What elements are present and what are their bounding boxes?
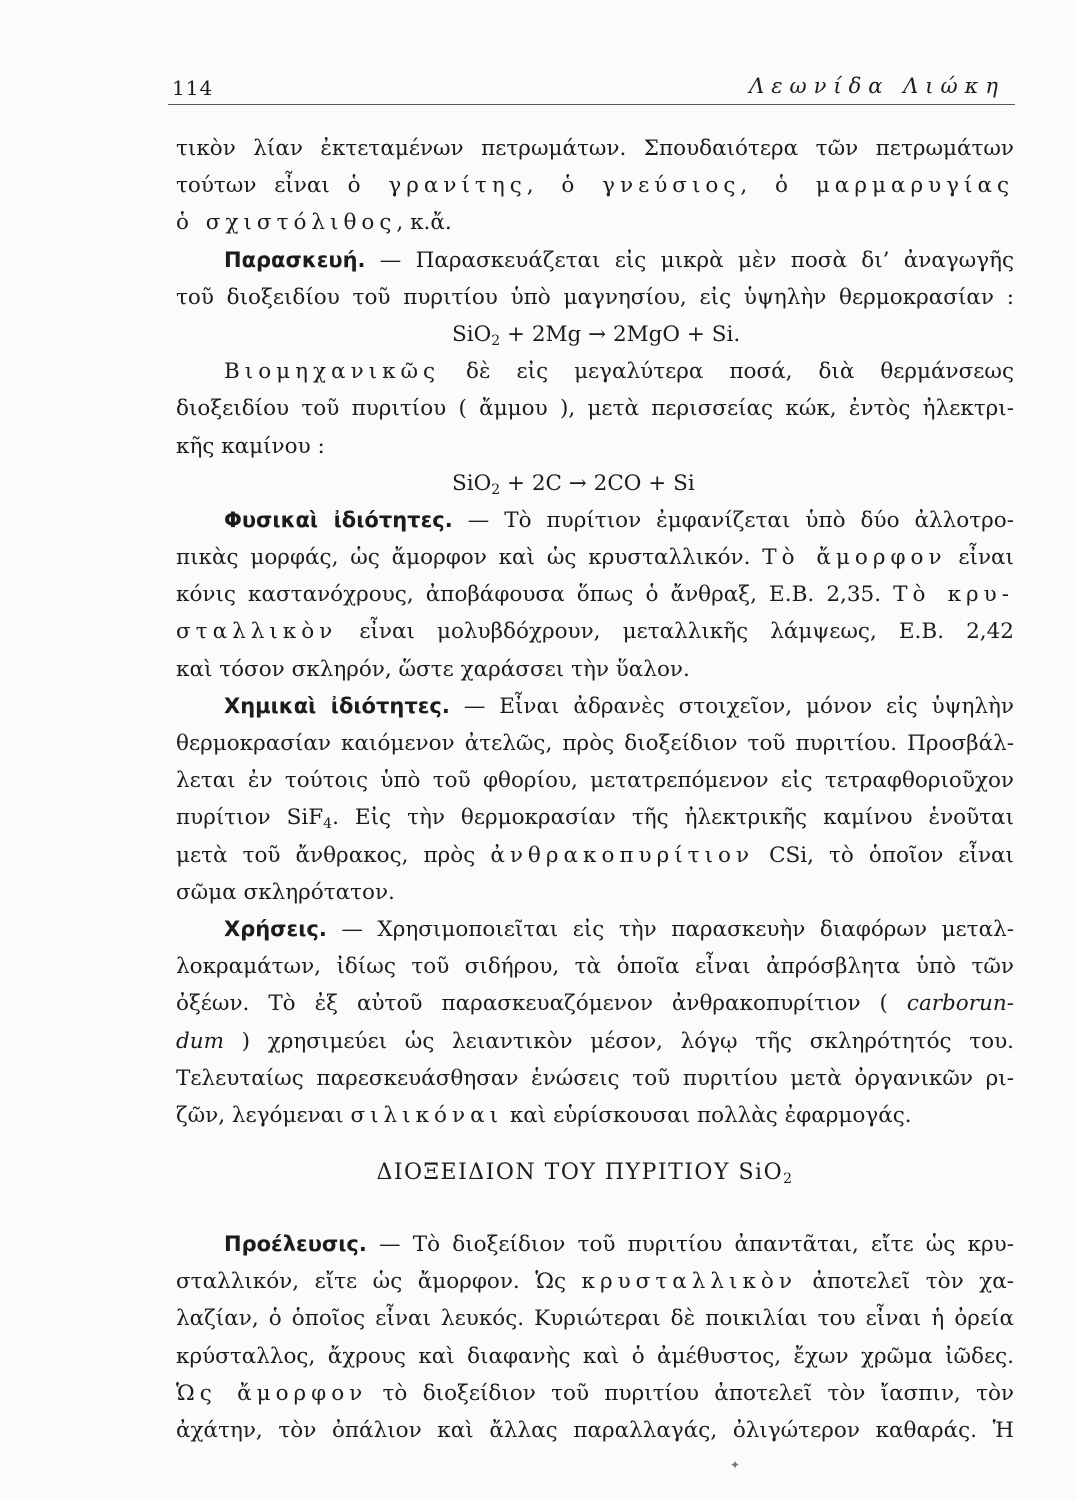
text-run: , κ.ἄ. xyxy=(396,210,452,236)
ink-speck: ✦ xyxy=(730,1458,741,1472)
text-line xyxy=(176,1300,1014,1337)
section-title xyxy=(176,1134,1014,1198)
text-run: καὶ εὑρίσκουσαι πολλὰς ἐφαρμογάς. xyxy=(503,1102,912,1128)
text-run: ὀξέων. Τὸ ἐξ αὐτοῦ παρασκευαζόμενον ἀνθρακοπυρίτιον ( xyxy=(176,991,907,1017)
text-line xyxy=(176,353,1014,390)
text-line xyxy=(176,502,1014,539)
text-line xyxy=(176,651,1014,688)
section-heading-physical: Φυσικαὶ ἰδιότητες. xyxy=(224,507,453,532)
text-line xyxy=(176,762,1014,799)
text-run: δὲ εἰς μεγαλύτερα ποσά, διὰ θερμάνσεως xyxy=(440,359,1014,385)
spaced-term: ὁ γρανίτης, ὁ γνεύσιος, ὁ μαρμαρυγίας xyxy=(347,173,1014,199)
spaced-term: Ὡς ἄμορφον xyxy=(176,1380,368,1406)
text-line xyxy=(176,428,1014,465)
text-run: Τελευταίως παρεσκευάσθησαν ἑνώσεις τοῦ πυριτίου μετὰ ὀργανικῶν ρι- xyxy=(176,1065,1014,1091)
text-run: σῶμα σκληρότατον. xyxy=(176,879,395,905)
spaced-term: σιλικόναι xyxy=(350,1102,504,1128)
formula-part: SiO xyxy=(452,321,492,347)
text-run: — Τὸ διοξείδιον τοῦ πυριτίου ἀπαντᾶται, εἴτε ὡς κρυ- xyxy=(366,1232,1014,1258)
text-run: εἶναι μολυβδόχρουν, μεταλλικῆς λάμψεως, Ε.Β. 2,42 xyxy=(337,619,1014,645)
text-run: πυρίτιον SiF xyxy=(176,805,324,831)
section-heading-origin: Προέλευσις. xyxy=(224,1232,367,1257)
text-run: λαζίαν, ὁ ὁποῖος εἶναι λευκός. Κυριώτεραι δὲ ποικιλίαι του εἶναι ἡ ὀρεία xyxy=(176,1306,1014,1332)
text-line xyxy=(176,1263,1014,1300)
italic-term: dum xyxy=(176,1028,224,1054)
text-run: ἀχάτην, τὸν ὀπάλιον καὶ ἄλλας παραλλαγάς, ὀλιγώτερον καθαράς. Ἡ xyxy=(176,1418,1014,1443)
text-run: πικὰς μορφάς, ὡς ἄμορφον καὶ ὡς κρυσταλλικόν. xyxy=(176,545,763,571)
text-run: τοῦ διοξειδίου τοῦ πυριτίου ὑπὸ μαγνησίου, εἰς ὑψηλὴν θερμοκρασίαν : xyxy=(176,284,1014,310)
page-number: 114 xyxy=(172,76,214,100)
text-run: σταλλικόν, εἴτε ὡς ἄμορφον. Ὡς xyxy=(176,1269,582,1295)
text-line xyxy=(176,948,1014,985)
text-line xyxy=(176,1023,1014,1060)
section-heading-chemical: Χημικαὶ ἰδιότητες. xyxy=(224,693,450,718)
spaced-term: κρυσταλλικὸν xyxy=(581,1269,797,1295)
text-line xyxy=(176,613,1014,650)
text-run: ζῶν, λεγόμεναι xyxy=(176,1102,351,1128)
text-line xyxy=(176,279,1014,316)
text-run: λεται ἐν τούτοις ὑπὸ τοῦ φθορίου, μετατρεπόμενον εἰς τετραφθοριοῦχον xyxy=(176,768,1014,794)
spaced-term: σταλλικὸν xyxy=(176,619,338,645)
running-head: Λεωνίδα Λιώκη xyxy=(749,74,1005,98)
text-run: — Τὸ πυρίτιον ἐμφανίζεται ὑπὸ δύο ἀλλοτρο- xyxy=(452,507,1014,533)
text-run: κρύσταλλος, ἄχρους καὶ διαφανὴς καὶ ὁ ἀμέθυστος, ἔχων χρῶμα ἰῶδες. xyxy=(176,1343,1014,1369)
formula-subscript: 4 xyxy=(323,816,333,833)
text-line xyxy=(176,1060,1014,1097)
text-line xyxy=(176,1375,1014,1412)
text-line xyxy=(176,242,1014,279)
header-rule xyxy=(168,104,1015,105)
text-line xyxy=(176,1097,1014,1134)
section-heading-preparation: Παρασκευή. xyxy=(224,247,366,272)
spaced-term: ὁ σχιστόλιθος xyxy=(176,210,397,236)
text-run: διοξειδίου τοῦ πυριτίου ( ἄμμου ), μετὰ περισσείας κώκ, ἐντὸς ἠλεκτρι- xyxy=(176,396,1014,422)
text-run: τούτων εἶναι xyxy=(176,173,348,199)
text-run: κόνις καστανόχρους, ἀποβάφουσα ὅπως ὁ ἄνθραξ, Ε.Β. 2,35. xyxy=(176,582,894,608)
text-line xyxy=(176,390,1014,427)
text-run: — Εἶναι ἀδρανὲς στοιχεῖον, μόνον εἰς ὑψηλὴν xyxy=(449,693,1014,719)
text-run: ) χρησιμεύει ὡς λειαντικὸν μέσον, λόγῳ τῆς σκληρότητός του. xyxy=(224,1028,1014,1054)
chemical-equation xyxy=(176,465,1014,502)
text-run: — Παρασκευάζεται εἰς μικρὰ μὲν ποσὰ δι’ ἀναγωγῆς xyxy=(365,247,1014,273)
formula-subscript: 2 xyxy=(491,332,501,349)
text-run: τὸ διοξείδιον τοῦ πυριτίου ἀποτελεῖ τὸν ἴασπιν, τὸν xyxy=(367,1380,1014,1406)
text-line xyxy=(176,539,1014,576)
text-line xyxy=(176,204,1014,241)
text-line xyxy=(176,130,1014,167)
body-text xyxy=(176,130,1014,1449)
text-line xyxy=(176,985,1014,1022)
text-run: κῆς καμίνου : xyxy=(176,433,325,459)
spaced-term: Τὸ ἄμορφον xyxy=(762,545,947,571)
text-line xyxy=(176,911,1014,948)
text-run: λοκραμάτων, ἰδίως τοῦ σιδήρου, τὰ ὁποῖα εἶναι ἀπρόσβλητα ὑπὸ τῶν xyxy=(176,954,1014,980)
text-line xyxy=(176,874,1014,911)
text-line xyxy=(176,688,1014,725)
text-run: εἶναι xyxy=(946,545,1014,571)
text-line xyxy=(176,167,1014,204)
text-run: θερμοκρασίαν καιόμενον ἀτελῶς, πρὸς διοξείδιον τοῦ πυριτίου. Προσβάλ- xyxy=(176,731,1014,756)
text-run: μετὰ τοῦ ἄνθρακος, πρὸς xyxy=(176,842,491,868)
formula-part: + 2Mg → 2MgO + Si. xyxy=(500,321,741,347)
text-line xyxy=(176,1338,1014,1375)
formula-subscript: 2 xyxy=(491,481,501,498)
spacer xyxy=(176,1198,1014,1226)
italic-term: carborun- xyxy=(906,991,1014,1017)
text-run: τικὸν λίαν ἐκτεταμένων πετρωμάτων. Σπουδαιότερα τῶν πετρωμάτων xyxy=(176,136,1014,161)
spaced-term: Τὸ κρυ- xyxy=(893,582,1014,608)
section-heading-uses: Χρήσεις. xyxy=(224,916,327,941)
formula-part: + 2C → 2CO + Si xyxy=(500,470,695,496)
spaced-term: Βιομηχανικῶς xyxy=(224,359,441,385)
text-line xyxy=(176,837,1014,874)
text-run: ἀποτελεῖ τὸν χα- xyxy=(796,1269,1014,1295)
text-run: καὶ τόσον σκληρόν, ὥστε χαράσσει τὴν ὕαλον. xyxy=(176,656,690,682)
text-line xyxy=(176,799,1014,836)
text-line xyxy=(176,576,1014,613)
formula-part: SiO xyxy=(452,470,492,496)
section-title-text: ΔΙΟΞΕΙΔΙΟΝ ΤΟΥ ΠΥΡΙΤΙΟΥ SiO xyxy=(376,1160,784,1186)
text-line xyxy=(176,725,1014,762)
text-run: CSi, τὸ ὁποῖον εἶναι xyxy=(754,842,1014,868)
text-line xyxy=(176,1412,1014,1449)
spaced-term: ἀνθρακοπυρίτιον xyxy=(490,842,755,868)
text-line xyxy=(176,1226,1014,1263)
text-run: . Εἰς τὴν θερμοκρασίαν τῆς ἠλεκτρικῆς καμίνου ἑνοῦται xyxy=(332,805,1014,831)
formula-subscript: 2 xyxy=(783,1171,794,1188)
text-run: — Χρησιμοποιεῖται εἰς τὴν παρασκευὴν διαφόρων μεταλ- xyxy=(326,916,1014,942)
chemical-equation xyxy=(176,316,1014,353)
